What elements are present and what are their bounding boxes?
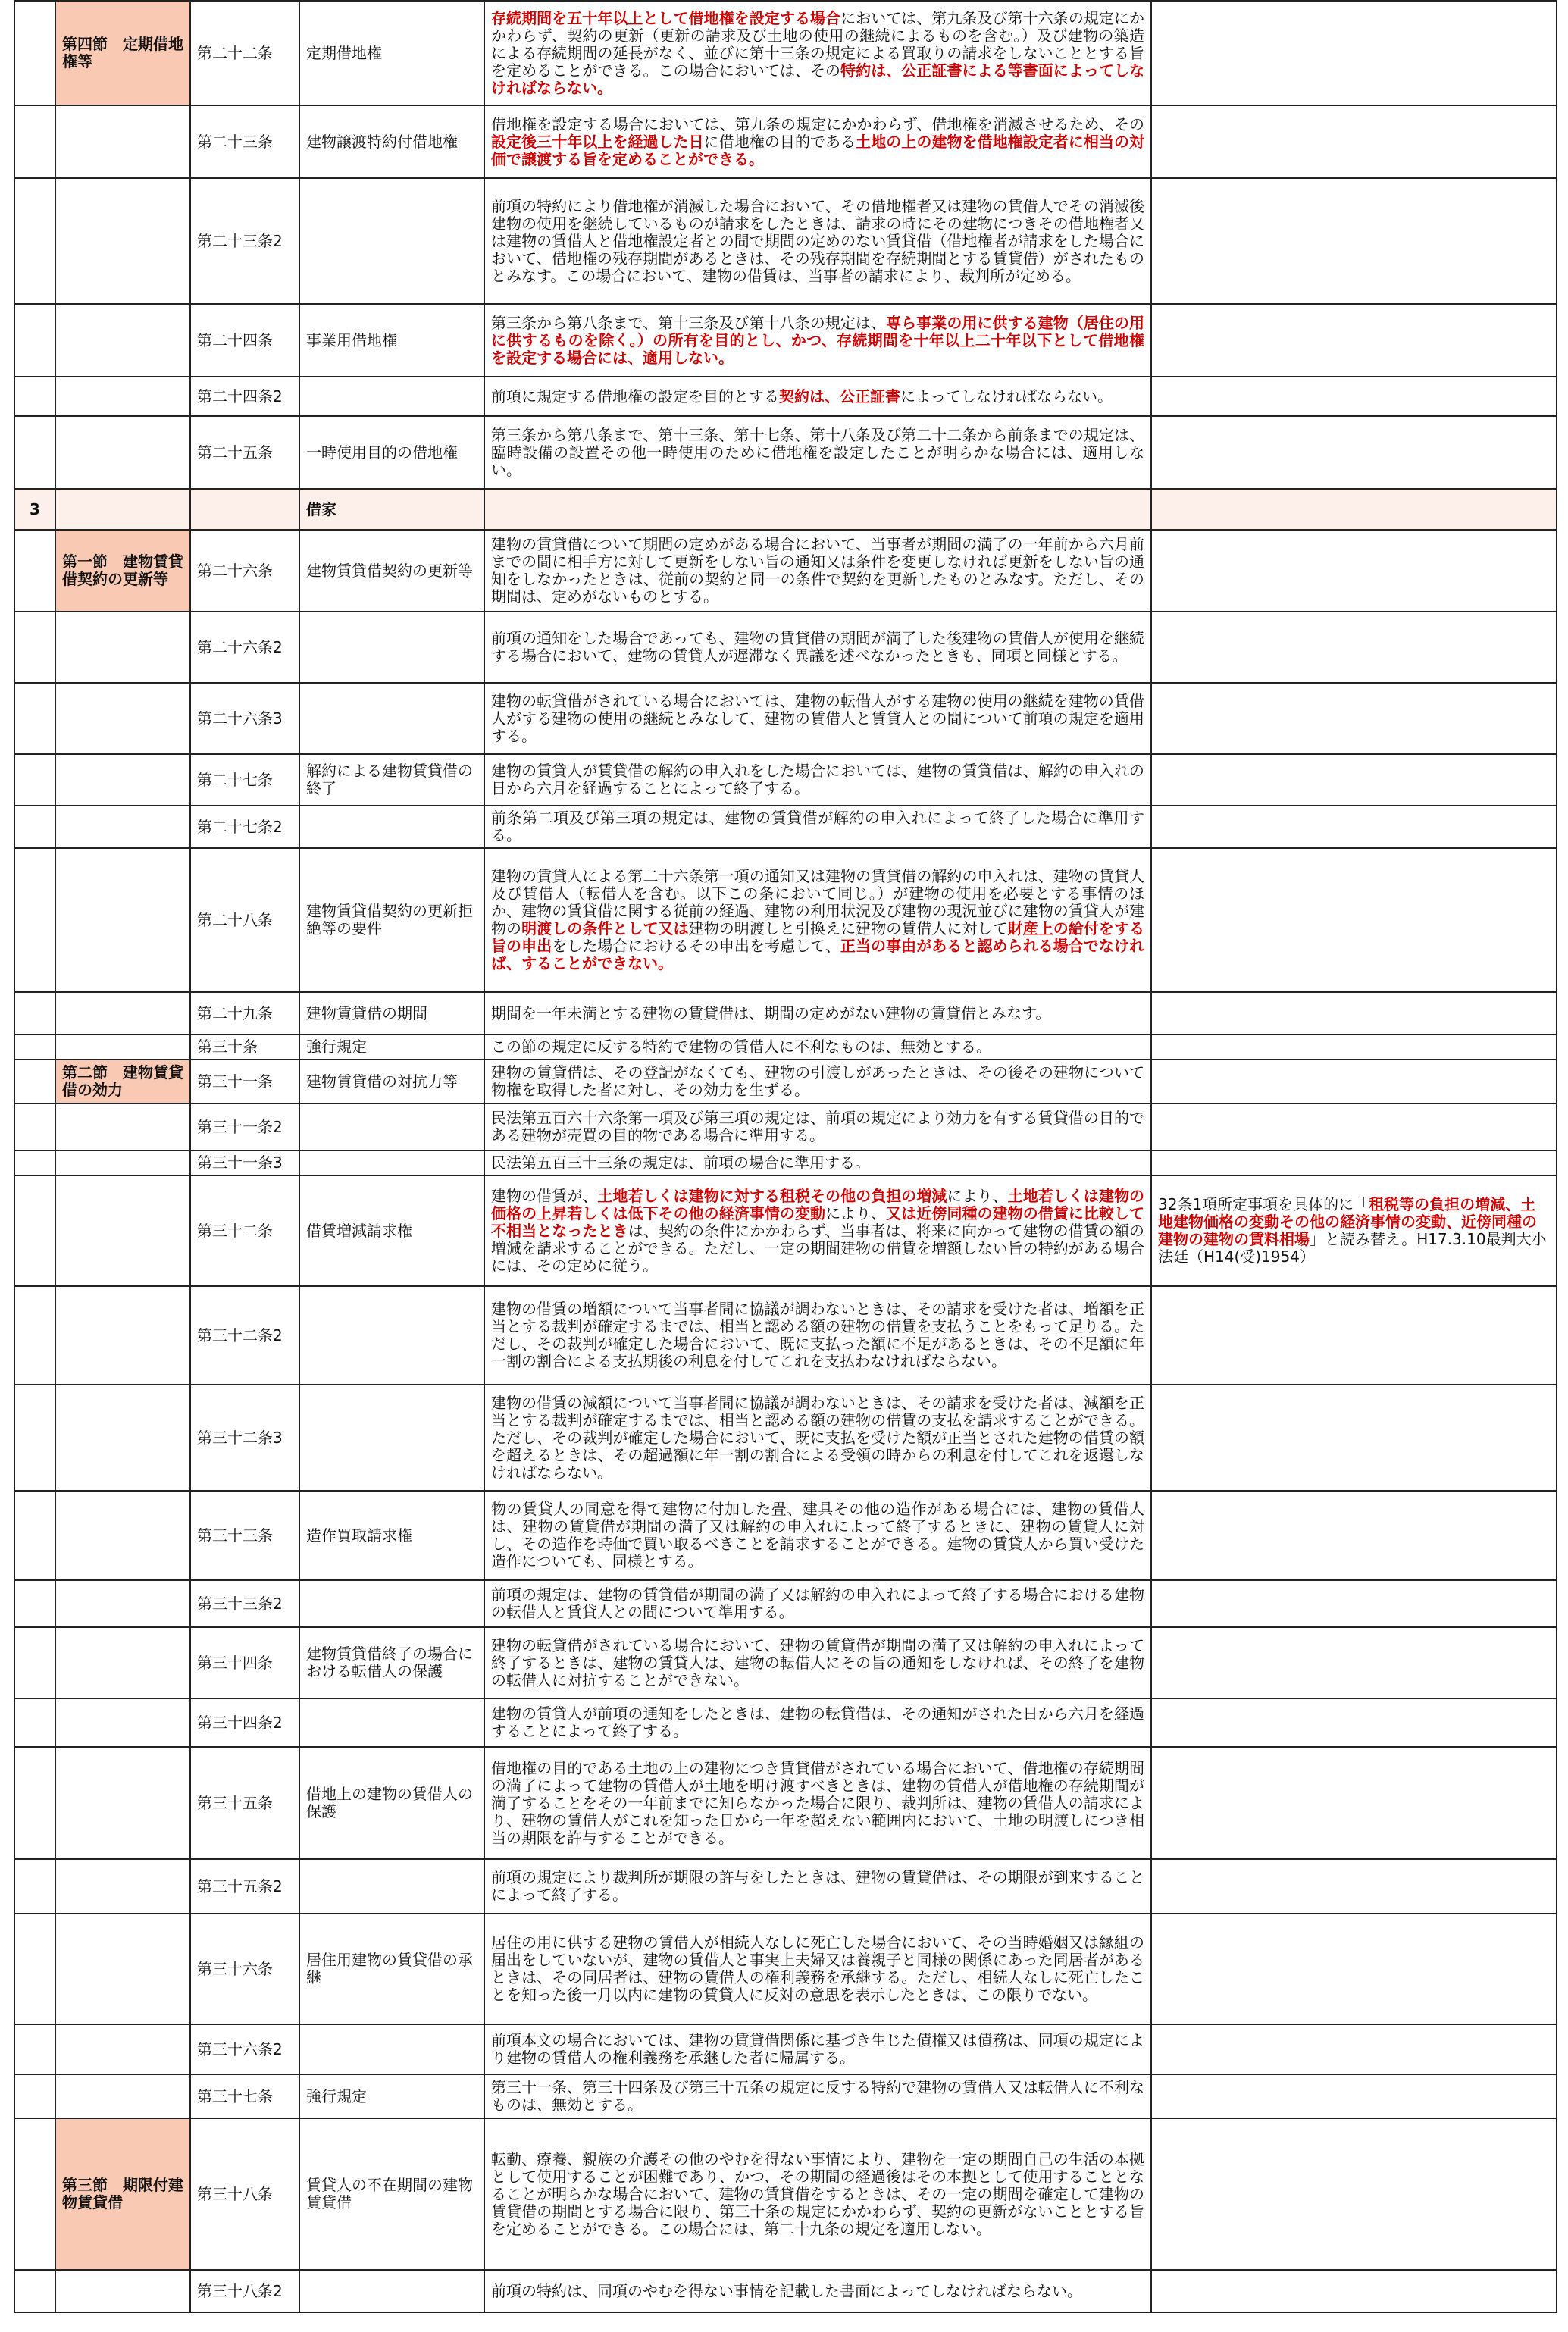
statute-table [14, 0, 1557, 2313]
article-number-cell: 第三十一条2 [190, 1103, 299, 1150]
article-number-cell: 第二十九条 [190, 992, 299, 1035]
article-text-cell [484, 1060, 1151, 1103]
article-title-cell [299, 683, 484, 754]
highlighted-text: 明渡しの条件として又は [521, 919, 689, 937]
article-title-cell: 事業用借地権 [299, 304, 484, 377]
note-cell [1151, 806, 1557, 848]
article-text-cell [484, 1914, 1151, 2024]
text-segment: をした場合におけるその申出を考慮して、 [552, 937, 840, 955]
table-row [14, 1627, 1557, 1698]
chapter-number-cell [14, 1914, 55, 2024]
article-text-cell [484, 530, 1151, 612]
chapter-number-cell [14, 1060, 55, 1103]
note-cell [1151, 1747, 1557, 1859]
article-number-cell: 第三十四条2 [190, 1698, 299, 1747]
article-title-cell: 強行規定 [299, 2074, 484, 2118]
note-cell [1151, 754, 1557, 806]
article-title-cell [299, 1385, 484, 1491]
note-cell [1151, 848, 1557, 992]
table-row [14, 1, 1557, 105]
chapter-number-cell [14, 848, 55, 992]
text-segment: この節の規定に反する特約で建物の賃借人に不利なものは、無効とする。 [491, 1038, 991, 1056]
section-cell: 第四節 定期借地権等 [55, 1, 190, 105]
article-number-cell: 第三十七条 [190, 2074, 299, 2118]
section-cell: 第二節 建物賃貸借の効力 [55, 1060, 190, 1103]
table-row [14, 2118, 1557, 2270]
table-row [14, 1103, 1557, 1150]
table-row [14, 683, 1557, 754]
highlighted-text: 土地若しくは建物に対する租税その他の負担の増減 [597, 1186, 947, 1205]
article-number-cell: 第二十四条2 [190, 377, 299, 416]
table-row [14, 2074, 1557, 2118]
chapter-empty-cell [55, 489, 190, 530]
text-segment: 建物の賃貸人が前項の通知をしたときは、建物の転貸借は、その通知がされた日から六月を経過することによって終了する。 [491, 1704, 1144, 1740]
article-title-cell [299, 1103, 484, 1150]
article-text-cell [484, 2024, 1151, 2074]
section-cell [55, 1747, 190, 1859]
text-segment: 前項に規定する借地権の設定を目的とする [491, 387, 779, 405]
text-segment: 前項の特約は、同項のやむを得ない事情を記載した書面によってしなければならない。 [491, 2281, 1082, 2300]
text-segment: 」と読み替え。H17.3.10最判大小法廷（H14(受)1954） [1158, 1230, 1547, 1266]
article-title-cell [299, 1150, 484, 1175]
article-title-cell: 建物譲渡特約付借地権 [299, 105, 484, 178]
table-row [14, 754, 1557, 806]
note-cell [1151, 1580, 1557, 1627]
chapter-number-cell [14, 806, 55, 848]
table-row [14, 2024, 1557, 2074]
chapter-number-cell [14, 1698, 55, 1747]
chapter-number-cell [14, 1286, 55, 1385]
text-segment: 前項の規定により裁判所が期限の許与をしたときは、建物の賃貸借は、その期限が到来することによって終了する。 [491, 1868, 1144, 1904]
note-cell [1151, 683, 1557, 754]
article-title-cell: 解約による建物賃貸借の終了 [299, 754, 484, 806]
article-number-cell: 第三十六条 [190, 1914, 299, 2024]
article-number-cell: 第三十条 [190, 1035, 299, 1060]
chapter-number-cell [14, 2074, 55, 2118]
section-cell [55, 1698, 190, 1747]
text-segment: 転勤、療養、親族の介護その他のやむを得ない事情により、建物を一定の期間自己の生活の本拠として使用することが困難であり、かつ、その期間の経過後はその本拠として使用することとなることが明らかな場合において、建物の賃貸借をするときは、その一定の期間を確定して建物の賃貸借の期間とする場合に限り、第三十条の規定にかかわらず、契約の更新がないこととする旨を定めることができる。この場合には、第二十九条の規定を適用しない。 [491, 2149, 1144, 2238]
article-text-cell [484, 2270, 1151, 2312]
text-segment: 居住の用に供する建物の賃借人が相続人なしに死亡した場合において、その当時婚姻又は縁組の届出をしていないが、建物の賃借人と事実上夫婦又は養親子と同様の関係にあった同居者があるときは、その同居者は、建物の賃借人の権利義務を承継する。ただし、相続人なしに死亡したことを知った後一月以内に建物の賃貸人に反対の意思を表示したときは、この限りでない。 [491, 1933, 1144, 2004]
section-cell [55, 304, 190, 377]
note-cell [1151, 377, 1557, 416]
article-text-cell [484, 1747, 1151, 1859]
chapter-number-cell [14, 1580, 55, 1627]
article-number-cell: 第三十三条2 [190, 1580, 299, 1627]
text-segment: に借地権の目的である [703, 132, 856, 151]
article-title-cell: 造作買取請求権 [299, 1491, 484, 1580]
text-segment: 建物の転貸借がされている場合においては、建物の転借人がする建物の使用の継続を建物の賃借人がする建物の使用の継続とみなして、建物の賃借人と賃貸人との間について前項の規定を適用する。 [491, 691, 1144, 745]
article-text-cell [484, 2074, 1151, 2118]
section-cell [55, 1175, 190, 1286]
section-cell [55, 1627, 190, 1698]
article-title-cell [299, 2024, 484, 2074]
chapter-number-cell [14, 1175, 55, 1286]
article-title-cell: 賃貸人の不在期間の建物賃貸借 [299, 2118, 484, 2270]
table-row [14, 1035, 1557, 1060]
chapter-number-cell [14, 416, 55, 489]
text-segment: 建物の賃貸借は、その登記がなくても、建物の引渡しがあったときは、その後その建物について物権を取得した者に対し、その効力を生ずる。 [491, 1063, 1144, 1099]
section-cell [55, 683, 190, 754]
article-title-cell [299, 612, 484, 683]
article-text-cell [484, 1150, 1151, 1175]
text-segment: 物の賃貸人の同意を得て建物に付加した畳、建具その他の造作がある場合には、建物の賃借人は、建物の賃貸借が期間の満了又は解約の申入れによって終了するときに、建物の賃貸人に対し、その造作を時価で買い取るべきことを請求することができる。建物の賃貸人から買い受けた造作についても、同様とする。 [491, 1500, 1144, 1570]
text-segment: 第三条から第八条まで、第十三条、第十七条、第十八条及び第二十二条から前条までの規定は、臨時設備の設置その他一時使用のために借地権を設定したことが明らかな場合には、適用しない。 [491, 425, 1144, 479]
highlighted-text: 財産上の給付をする旨の申出 [491, 919, 1145, 955]
text-segment: 前項の規定は、建物の賃貸借が期間の満了又は解約の申入れによって終了する場合における建物の転借人と賃貸人との間について準用する。 [491, 1585, 1144, 1621]
highlighted-text: 特約は、公正証書による等書面によってしなければならない。 [491, 61, 1145, 97]
note-cell [1151, 304, 1557, 377]
note-cell [1151, 1, 1557, 105]
article-text-cell [484, 1859, 1151, 1914]
article-number-cell: 第二十四条 [190, 304, 299, 377]
highlighted-text: 存続期間を五十年以上として借地権を設定する場合 [491, 8, 841, 27]
article-title-cell [299, 377, 484, 416]
text-segment: 建物の借賃の減額について当事者間に協議が調わないときは、その請求を受けた者は、減額を正当とする裁判が確定するまでは、相当と認める額の建物の借賃の支払を請求することができる。ただし、その裁判が確定した場合において、既に支払を受けた額が正当とされた建物の借賃の額を超えるときは、その超過額に年一割の割合による受領の時からの利息を付してこれを返還しなければならない。 [491, 1393, 1144, 1482]
section-cell [55, 1150, 190, 1175]
note-cell [1151, 1150, 1557, 1175]
text-segment: においては、第九条及び第十六条の規定にかかわらず、契約の更新（更新の請求及び土地の使用の継続によるものを含む。）及び建物の築造による存続期間の延長がなく、並びに第十三条の規定による買取りの請求をしないこととする旨を定めることができる。この場合においては、その [491, 8, 1145, 80]
section-cell [55, 416, 190, 489]
chapter-number-cell [14, 992, 55, 1035]
chapter-number-cell [14, 1103, 55, 1150]
note-cell [1151, 1914, 1557, 2024]
note-cell [1151, 2118, 1557, 2270]
note-cell [1151, 1286, 1557, 1385]
article-title-cell [299, 1286, 484, 1385]
article-number-cell: 第二十二条 [190, 1, 299, 105]
chapter-number: 3 [14, 489, 55, 530]
text-segment: 第三条から第八条まで、第十三条及び第十八条の規定は、 [491, 313, 887, 332]
article-number-cell: 第三十八条 [190, 2118, 299, 2270]
table-row [14, 1175, 1557, 1286]
note-cell [1151, 2024, 1557, 2074]
article-title-cell [299, 1698, 484, 1747]
article-text-cell [484, 848, 1151, 992]
table-row [14, 530, 1557, 612]
highlighted-text: 正当の事由があると認められる場合でなければ、することができない。 [491, 937, 1145, 972]
section-cell [55, 1580, 190, 1627]
highlighted-text: 土地若しくは建物の価格の上昇若しくは低下その他の経済事情の変動 [491, 1186, 1145, 1222]
article-title-cell: 建物賃貸借の期間 [299, 992, 484, 1035]
chapter-empty-cell [1151, 489, 1557, 530]
table-row [14, 848, 1557, 992]
article-title-cell: 一時使用目的の借地権 [299, 416, 484, 489]
text-segment: 民法第五百六十六条第一項及び第三項の規定は、前項の規定により効力を有する賃貸借の目的である建物が売買の目的物である場合に準用する。 [491, 1109, 1144, 1144]
section-cell [55, 1914, 190, 2024]
highlighted-text: 土地の上の建物を借地権設定者に相当の対価で譲渡する旨を定めることができる。 [491, 132, 1145, 168]
table-row [14, 377, 1557, 416]
note-cell [1151, 1698, 1557, 1747]
section-cell [55, 754, 190, 806]
chapter-number-cell [14, 178, 55, 304]
article-title-cell: 建物賃貸借契約の更新拒絶等の要件 [299, 848, 484, 992]
article-number-cell: 第二十三条2 [190, 178, 299, 304]
note-cell [1151, 1035, 1557, 1060]
article-text-cell [484, 992, 1151, 1035]
note-cell [1151, 1385, 1557, 1491]
text-segment: により、 [947, 1186, 1008, 1205]
section-cell [55, 377, 190, 416]
chapter-empty-cell [190, 489, 299, 530]
table-row [14, 1491, 1557, 1580]
table-row [14, 178, 1557, 304]
table-row [14, 806, 1557, 848]
table-row [14, 612, 1557, 683]
article-number-cell: 第三十四条 [190, 1627, 299, 1698]
article-title-cell [299, 2270, 484, 2312]
article-number-cell: 第三十二条2 [190, 1286, 299, 1385]
chapter-number-cell [14, 1, 55, 105]
chapter-number-cell [14, 683, 55, 754]
article-text-cell [484, 304, 1151, 377]
section-cell [55, 2074, 190, 2118]
article-text-cell [484, 1175, 1151, 1286]
section-cell [55, 178, 190, 304]
section-cell [55, 848, 190, 992]
note-cell [1151, 1103, 1557, 1150]
note-cell [1151, 2074, 1557, 2118]
article-text-cell [484, 377, 1151, 416]
chapter-number-cell [14, 1491, 55, 1580]
highlighted-text: 租税等の負担の増減、土地建物価格の変動その他の経済事情の変動、近傍同種の建物の建物の賃料相場 [1158, 1195, 1537, 1248]
article-title-cell [299, 178, 484, 304]
section-cell [55, 1491, 190, 1580]
text-segment: 借地権を設定する場合においては、第九条の規定にかかわらず、借地権を消滅させるため、その [491, 114, 1144, 133]
text-segment: によってしなければならない。 [900, 387, 1113, 405]
section-cell [55, 1103, 190, 1150]
chapter-number-cell [14, 1627, 55, 1698]
text-segment: 建物の明渡しと引換えに建物の賃借人に対して [688, 919, 1008, 937]
article-text-cell [484, 1491, 1151, 1580]
text-segment: 前項本文の場合においては、建物の賃貸借関係に基づき生じた債権又は債務は、同項の規定により建物の賃借人の権利義務を承継した者に帰属する。 [491, 2031, 1144, 2067]
chapter-number-cell [14, 105, 55, 178]
note-cell [1151, 1060, 1557, 1103]
table-row [14, 105, 1557, 178]
article-text-cell [484, 806, 1151, 848]
text-segment: 第三十一条、第三十四条及び第三十五条の規定に反する特約で建物の賃借人又は転借人に不利なものは、無効とする。 [491, 2078, 1144, 2114]
chapter-number-cell [14, 612, 55, 683]
note-cell [1151, 1491, 1557, 1580]
article-title-cell [299, 806, 484, 848]
article-text-cell [484, 1035, 1151, 1060]
text-segment: 建物の賃貸借について期間の定めがある場合において、当事者が期間の満了の一年前から六月前までの間に相手方に対して更新をしない旨の通知又は条件を変更しなければ更新をしない旨の通知をしなかったときは、従前の契約と同一の条件で契約を更新したものとみなす。ただし、その期間は、定めがないものとする。 [491, 535, 1144, 606]
section-cell [55, 105, 190, 178]
article-title-cell: 建物賃貸借契約の更新等 [299, 530, 484, 612]
article-text-cell [484, 612, 1151, 683]
article-text-cell [484, 416, 1151, 489]
article-number-cell: 第三十八条2 [190, 2270, 299, 2312]
table-row [14, 1385, 1557, 1491]
article-title-cell [299, 1580, 484, 1627]
article-text-cell [484, 683, 1151, 754]
article-number-cell: 第三十五条2 [190, 1859, 299, 1914]
article-number-cell: 第三十三条 [190, 1491, 299, 1580]
article-number-cell: 第三十二条3 [190, 1385, 299, 1491]
article-number-cell: 第二十三条 [190, 105, 299, 178]
section-cell [55, 1035, 190, 1060]
article-text-cell [484, 1103, 1151, 1150]
note-cell [1151, 1859, 1557, 1914]
article-text-cell [484, 1, 1151, 105]
article-number-cell: 第三十一条3 [190, 1150, 299, 1175]
article-number-cell: 第二十七条 [190, 754, 299, 806]
text-segment: 民法第五百三十三条の規定は、前項の場合に準用する。 [491, 1153, 870, 1172]
article-title-cell [299, 1859, 484, 1914]
table-row [14, 1580, 1557, 1627]
section-cell [55, 2270, 190, 2312]
text-segment: 建物の借賃が、 [491, 1186, 598, 1205]
table-row [14, 1747, 1557, 1859]
article-text-cell [484, 1385, 1151, 1491]
text-segment: 32条1項所定事項を具体的に「 [1158, 1195, 1369, 1213]
chapter-header-row [14, 489, 1557, 530]
note-cell [1151, 530, 1557, 612]
table-row [14, 2270, 1557, 2312]
chapter-number-cell [14, 2118, 55, 2270]
article-text-cell [484, 2118, 1151, 2270]
text-segment: 建物の賃貸人が賃貸借の解約の申入れをした場合においては、建物の賃貸借は、解約の申入れの日から六月を経過することによって終了する。 [491, 762, 1144, 797]
text-segment: により、 [825, 1204, 887, 1222]
chapter-number-cell [14, 754, 55, 806]
note-cell [1151, 178, 1557, 304]
note-cell [1151, 1627, 1557, 1698]
article-number-cell: 第三十五条 [190, 1747, 299, 1859]
section-cell [55, 992, 190, 1035]
article-title-cell: 建物賃貸借終了の場合における転借人の保護 [299, 1627, 484, 1698]
article-text-cell [484, 1580, 1151, 1627]
article-number-cell: 第三十六条2 [190, 2024, 299, 2074]
section-cell: 第三節 期限付建物賃貸借 [55, 2118, 190, 2270]
article-text-cell [484, 105, 1151, 178]
text-segment: 期間を一年未満とする建物の賃貸借は、期間の定めがない建物の賃貸借とみなす。 [491, 1003, 1051, 1022]
text-segment: 借地権の目的である土地の上の建物につき賃貸借がされている場合において、借地権の存続期間の満了によって建物の賃借人が土地を明け渡すべきときは、建物の賃借人が借地権の存続期間が満了することをその一年前までに知らなかった場合に限り、裁判所は、建物の賃借人の請求により、建物の賃借人がこれを知った日から一年を超えない範囲内において、土地の明渡しにつき相当の期限を許与することができる。 [491, 1758, 1144, 1847]
article-text-cell [484, 178, 1151, 304]
text-segment: 建物の賃貸人による第二十六条第一項の通知又は建物の賃貸借の解約の申入れは、建物の賃貸人及び賃借人（転借人を含む。以下この条において同じ。）が建物の使用を必要とする事情のほか、建物の賃貸借に関する従前の経過、建物の利用状況及び建物の現況並びに建物の賃貸人が建物の [491, 867, 1144, 937]
chapter-number-cell [14, 1859, 55, 1914]
text-segment: 前項の通知をした場合であっても、建物の賃貸借の期間が満了した後建物の賃借人が使用を継続する場合において、建物の賃貸人が遅滞なく異議を述べなかったときも、同項と同様とする。 [491, 629, 1144, 665]
text-segment: 前項の特約により借地権が消滅した場合において、その借地権者又は建物の賃借人でその消滅後建物の使用を継続しているものが請求をしたときは、請求の時にその建物につきその借地権者又は建物の賃借人と借地権設定者との間で期間の定めのない賃貸借（借地権者が請求をした場合において、借地権の残存期間があるときは、その残存期間を存続期間とする賃貸借）がされたものとみなす。この場合において、建物の借賃は、当事者の請求により、裁判所が定める。 [491, 196, 1144, 285]
section-cell [55, 806, 190, 848]
article-text-cell [484, 1627, 1151, 1698]
article-title-cell: 借地上の建物の賃借人の保護 [299, 1747, 484, 1859]
chapter-number-cell [14, 1385, 55, 1491]
section-cell [55, 1859, 190, 1914]
article-number-cell: 第二十八条 [190, 848, 299, 992]
highlighted-text: 専ら事業の用に供する建物（居住の用に供するものを除く。）の所有を目的とし、かつ、存続期間を十年以上二十年以下として借地権を設定する場合には、適用しない。 [491, 313, 1145, 367]
article-text-cell [484, 754, 1151, 806]
table-row [14, 1150, 1557, 1175]
article-number-cell: 第三十二条 [190, 1175, 299, 1286]
highlighted-text: 又は近傍同種の建物の借賃に比較して不相当となったとき [491, 1204, 1145, 1240]
article-text-cell [484, 1286, 1151, 1385]
article-number-cell: 第二十六条3 [190, 683, 299, 754]
article-title-cell: 建物賃貸借の対抗力等 [299, 1060, 484, 1103]
note-cell [1151, 2270, 1557, 2312]
section-cell [55, 612, 190, 683]
chapter-number-cell [14, 530, 55, 612]
text-segment: は、契約の条件にかかわらず、当事者は、将来に向かって建物の借賃の額の増減を請求することができる。ただし、一定の期間建物の借賃を増額しない旨の特約がある場合には、その定めに従う。 [491, 1221, 1145, 1275]
section-cell [55, 1385, 190, 1491]
article-title-cell: 居住用建物の賃貸借の承継 [299, 1914, 484, 2024]
chapter-number-cell [14, 2270, 55, 2312]
note-cell [1151, 1175, 1557, 1286]
chapter-title: 借家 [299, 489, 484, 530]
table-row [14, 1286, 1557, 1385]
chapter-number-cell [14, 1150, 55, 1175]
statute-table-body [14, 1, 1557, 2312]
article-text-cell [484, 1698, 1151, 1747]
note-cell [1151, 416, 1557, 489]
note-cell [1151, 105, 1557, 178]
article-number-cell: 第二十七条2 [190, 806, 299, 848]
table-row [14, 1060, 1557, 1103]
highlighted-text: 設定後三十年以上を経過した日 [491, 132, 704, 151]
chapter-empty-cell [484, 489, 1151, 530]
table-row [14, 992, 1557, 1035]
chapter-number-cell [14, 304, 55, 377]
chapter-number-cell [14, 1035, 55, 1060]
table-row [14, 1914, 1557, 2024]
chapter-number-cell [14, 377, 55, 416]
article-title-cell: 借賃増減請求権 [299, 1175, 484, 1286]
text-segment: 建物の借賃の増額について当事者間に協議が調わないときは、その請求を受けた者は、増額を正当とする裁判が確定するまでは、相当と認める額の建物の借賃を支払うことをもって足りる。ただし、その裁判が確定した場合において、既に支払った額に不足があるときは、その不足額に年一割の割合による支払期後の利息を付してこれを支払わなければならない。 [491, 1300, 1144, 1370]
article-number-cell: 第二十六条2 [190, 612, 299, 683]
text-segment: 前条第二項及び第三項の規定は、建物の賃貸借が解約の申入れによって終了した場合に準用する。 [491, 809, 1144, 844]
article-number-cell: 第三十一条 [190, 1060, 299, 1103]
section-cell: 第一節 建物賃貸借契約の更新等 [55, 530, 190, 612]
note-cell [1151, 992, 1557, 1035]
chapter-number-cell [14, 2024, 55, 2074]
article-number-cell: 第二十五条 [190, 416, 299, 489]
article-title-cell: 定期借地権 [299, 1, 484, 105]
section-cell [55, 1286, 190, 1385]
article-number-cell: 第二十六条 [190, 530, 299, 612]
text-segment: 建物の転貸借がされている場合において、建物の賃貸借が期間の満了又は解約の申入れによって終了するときは、建物の賃貸人は、建物の転借人にその旨の通知をしなければ、その終了を建物の転借人に対抗することができない。 [491, 1636, 1144, 1689]
section-cell [55, 2024, 190, 2074]
table-row [14, 1859, 1557, 1914]
highlighted-text: 契約は、公正証書 [779, 387, 900, 405]
table-row [14, 416, 1557, 489]
article-title-cell: 強行規定 [299, 1035, 484, 1060]
note-cell [1151, 612, 1557, 683]
table-row [14, 304, 1557, 377]
table-row [14, 1698, 1557, 1747]
chapter-number-cell [14, 1747, 55, 1859]
